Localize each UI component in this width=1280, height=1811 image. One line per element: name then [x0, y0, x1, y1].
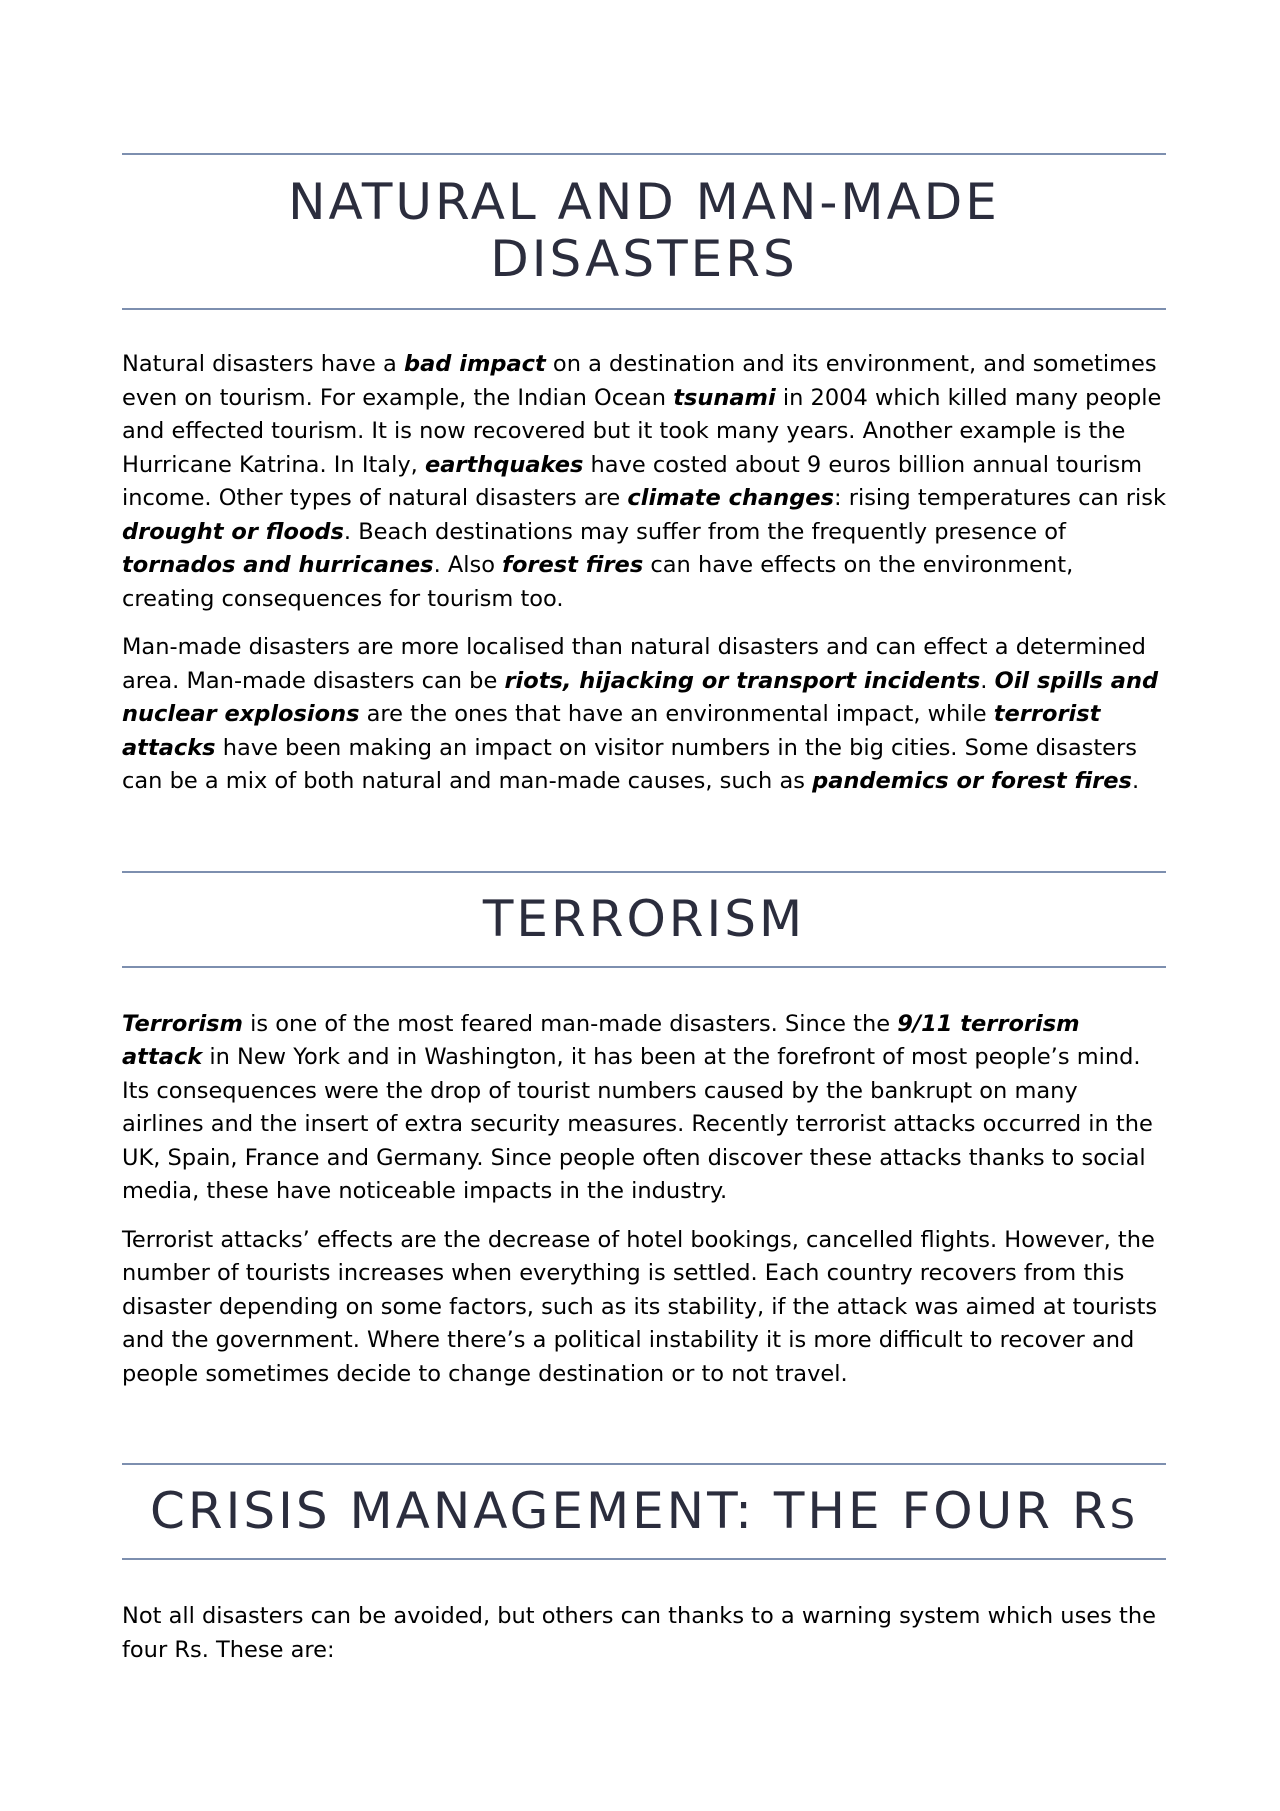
section-natural-disasters	[122, 153, 1166, 799]
emphasis: bad impact	[404, 351, 546, 377]
divider-top	[122, 153, 1166, 155]
paragraph: Natural disasters have a bad impact on a destination and its environment, and sometimes even on tourism. For example, the Indian Ocean tsunami in 2004 which killed many people and effected tourism. It is now recovered but it took many years. Another example is the Hurricane Katrina. In Italy, earthquakes have costed about 9 euros billion annual tourism income. Other types of natural disasters are climate changes: rising temperatures can risk drought or floods. Beach destinations may suffer from the frequently presence of tornados and hurricanes. Also forest fires can have effects on the environment, creating consequences for tourism too.	[122, 351, 1166, 612]
section-heading-text: CRISIS MANAGEMENT: THE FOUR R	[150, 1482, 1110, 1540]
divider-bottom	[122, 966, 1166, 968]
section-terrorism	[122, 871, 1166, 1392]
paragraph: Not all disasters can be avoided, but others can thanks to a warning system which uses the four Rs. These are:	[122, 1603, 1156, 1663]
paragraph: Terrorism is one of the most feared man-made disasters. Since the 9/11 terrorism attack in New York and in Washington, it has been at the forefront of most people’s mind. Its consequences were the drop of tourist numbers caused by the bankrupt on many airlines and the insert of extra security measures. Recently terrorist attacks occurred in the UK, Spain, France and Germany. Since people often discover these attacks thanks to social media, these have noticeable impacts in the industry.	[122, 1010, 1153, 1204]
paragraph: Terrorist attacks’ effects are the decrease of hotel bookings, cancelled flights. However, the number of tourists increases when everything is settled. Each country recovers from this disaster depending on some factors, such as its stability, if the attack was aimed at tourists and the government. Where there’s a political instability it is more difficult to recover and people sometimes decide to change destination or to not travel.	[122, 1226, 1158, 1387]
emphasis: tsunami	[673, 384, 776, 411]
section-heading-suffix: S	[1109, 1492, 1138, 1538]
section-heading	[122, 1483, 1166, 1540]
emphasis: climate changes	[627, 485, 834, 511]
divider-top	[122, 1463, 1166, 1465]
section-heading: TERRORISM	[482, 889, 806, 948]
emphasis: 9/11 terrorism attack	[122, 1010, 1080, 1070]
emphasis: forest fires	[502, 552, 644, 578]
emphasis: Terrorism	[122, 1010, 244, 1037]
emphasis: riots, hijacking or transport incidents	[504, 667, 981, 694]
section-crisis-management	[122, 1463, 1166, 1667]
divider-top	[122, 871, 1166, 873]
divider-bottom	[122, 308, 1166, 310]
emphasis: drought or floods	[122, 518, 344, 545]
emphasis: earthquakes	[424, 451, 584, 478]
divider-bottom	[122, 1558, 1166, 1560]
emphasis: terrorist attacks	[122, 701, 1101, 761]
emphasis: Oil spills and nuclear explosions	[122, 667, 1159, 727]
paragraph: Man-made disasters are more localised than natural disasters and can effect a determined area. Man-made disasters can be riots, hijacking or transport incidents. Oil spills and nuclear explosions are the ones that have an environmental impact, while terrorist attacks have been making an impact on visitor numbers in the big cities. Some disasters can be a mix of both natural and man-made causes, such as pandemics or forest fires.	[122, 634, 1159, 794]
emphasis: tornados and hurricanes	[122, 552, 434, 578]
section-heading: NATURAL AND MAN-MADE DISASTERS	[288, 173, 1000, 288]
document-page	[122, 0, 1166, 1667]
emphasis: pandemics or forest fires	[812, 768, 1132, 794]
